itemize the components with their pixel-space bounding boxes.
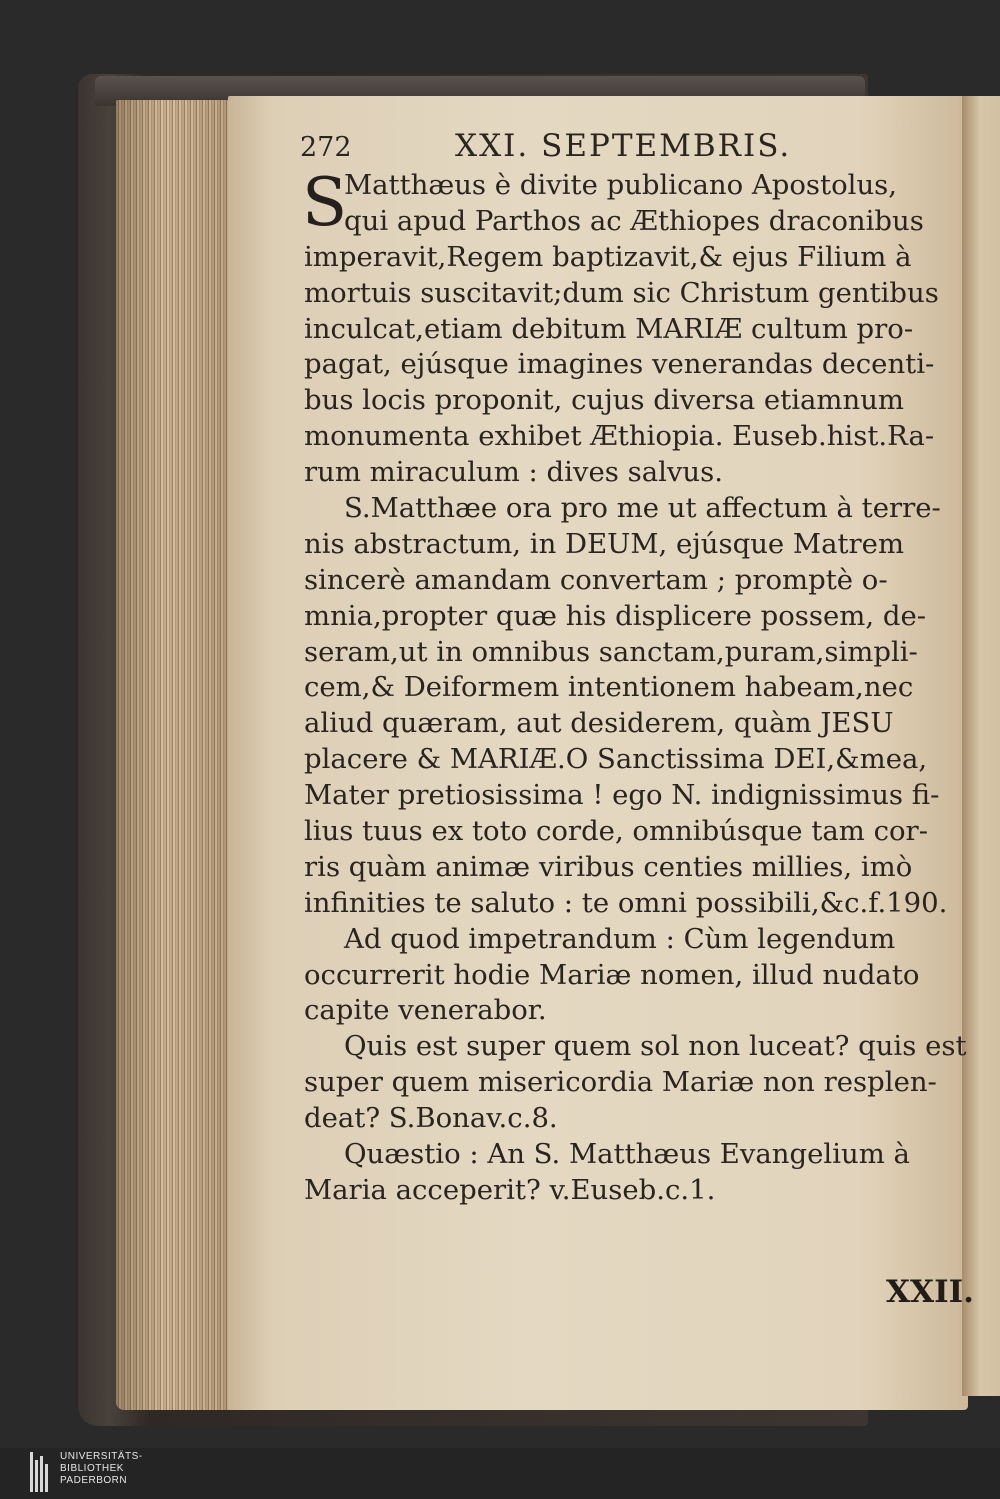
page-edge-shading xyxy=(116,100,236,1410)
text-line: ris quàm animæ viribus centies millies, imò xyxy=(304,850,913,883)
text-line: deat? S.Bonav.c.8. xyxy=(304,1102,558,1135)
page-header xyxy=(300,128,960,172)
text-line: Quæstio : An S. Matthæus Evangelium à xyxy=(344,1138,910,1171)
text-line: imperavit,Regem baptizavit,& ejus Filium à xyxy=(304,240,912,273)
page-number: 272 xyxy=(300,132,352,163)
text-line: lius tuus ex toto corde, omnibúsque tam cor- xyxy=(304,815,928,848)
footer-bar xyxy=(0,1448,1000,1499)
text-line: mnia,propter quæ his displicere possem, de- xyxy=(304,599,927,632)
text-line: mortuis suscitavit;dum sic Christum gentibus xyxy=(304,276,939,309)
text-line: Matthæus è divite publicano Apostolus, xyxy=(344,169,898,201)
body-text xyxy=(302,164,967,1209)
text-line: pagat, ejúsque imagines venerandas decenti- xyxy=(304,348,935,381)
text-line: infinities te saluto : te omni possibili,&c.f.190. xyxy=(304,886,948,919)
running-title: XXI. SEPTEMBRIS. xyxy=(455,128,792,164)
text-line: rum miraculum : dives salvus. xyxy=(304,456,723,489)
text-line: S.Matthæe ora pro me ut affectum à terre- xyxy=(344,492,941,525)
library-logo-line: UNIVERSITÄTS- xyxy=(60,1451,143,1462)
initial-letter: S xyxy=(302,164,348,241)
text-line: sincerè amandam convertam ; promptè o- xyxy=(304,563,888,596)
library-logo-icon xyxy=(30,1452,52,1492)
text-line: bus locis proponit, cujus diversa etiamnum xyxy=(304,384,904,417)
text-line: Maria acceperit? v.Euseb.c.1. xyxy=(304,1173,716,1206)
library-logo-text xyxy=(60,1451,143,1487)
text-line: monumenta exhibet Æthiopia. Euseb.hist.Ra- xyxy=(304,420,935,453)
text-line: cem,& Deiformem intentionem habeam,nec xyxy=(304,671,914,704)
text-line: Ad quod impetrandum : Cùm legendum xyxy=(344,922,896,955)
text-line: aliud quæram, aut desiderem, quàm JESU xyxy=(304,707,894,740)
text-line: seram,ut in omnibus sanctam,puram,simpli- xyxy=(304,635,918,668)
text-line: capite venerabor. xyxy=(304,994,547,1027)
text-line: inculcat,etiam debitum MARIÆ cultum pro- xyxy=(304,312,914,345)
catchword: XXII. xyxy=(886,1274,974,1310)
text-line: qui apud Parthos ac Æthiopes draconibus xyxy=(344,204,924,237)
text-line: nis abstractum, in DEUM, ejúsque Matrem xyxy=(304,527,905,560)
text-line: Quis est super quem sol non luceat? quis est xyxy=(344,1030,967,1063)
text-line: Mater pretiosissima ! ego N. indignissimus fi- xyxy=(304,779,940,812)
text-line: occurrerit hodie Mariæ nomen, illud nudato xyxy=(304,958,920,991)
library-logo-line: PADERBORN xyxy=(60,1475,128,1486)
text-line: super quem misericordia Mariæ non resplen- xyxy=(304,1066,937,1099)
library-logo-line: BIBLIOTHEK xyxy=(60,1463,124,1474)
text-line: placere & MARIÆ.O Sanctissima DEI,&mea, xyxy=(304,743,928,776)
facing-page-edge xyxy=(962,96,1000,1396)
